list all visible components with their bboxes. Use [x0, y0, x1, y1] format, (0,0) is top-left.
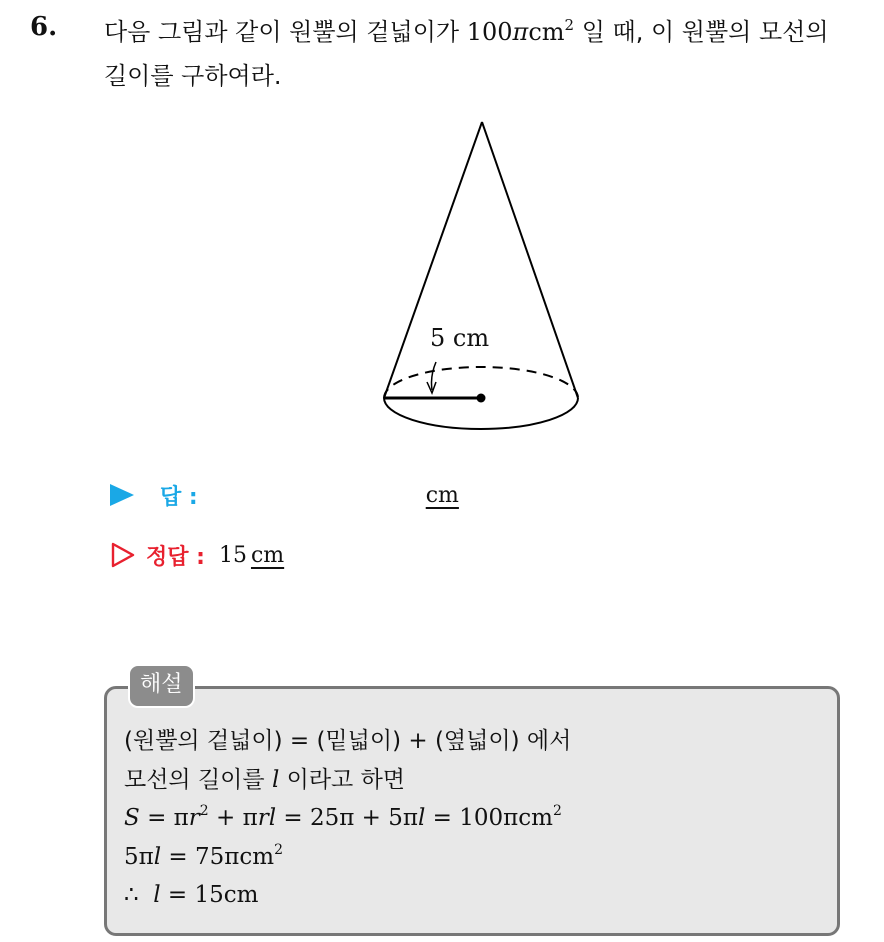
area-value: 100πcm$^2$	[466, 16, 575, 46]
center-dot	[477, 394, 486, 403]
cone-drawing	[370, 110, 600, 460]
answer-label: 답 :	[160, 484, 198, 510]
correct-answer-value: 15	[218, 542, 247, 568]
solution-line-3: $S = \pi r^2 + \pi rl = 25\pi + 5\pi l = 100\pi cm^2$	[124, 803, 562, 831]
cone-right-side	[482, 122, 578, 398]
outline-arrow-icon	[110, 542, 136, 568]
question-line-1-prefix: 다음 그림과 같이 원뿔의 겉넓이가	[104, 18, 467, 46]
solution-content	[124, 722, 571, 915]
question-line-2: 길이를 구하여라.	[104, 62, 282, 90]
cone-figure	[370, 110, 600, 460]
answer-row	[110, 478, 459, 512]
base-back-arc	[384, 367, 578, 398]
question-line-1	[104, 10, 874, 54]
solution-line-4: 5πl = 75πcm$^2$	[124, 841, 283, 870]
radius-label: 5 cm	[430, 324, 490, 352]
solution-line-5: ∴ l = 15cm	[124, 882, 259, 908]
answer-unit: cm	[425, 482, 459, 508]
solution-tag: 해설	[128, 664, 195, 708]
solution-line-1: (원뿔의 겉넓이) = (밑넓이) + (옆넓이) 에서	[124, 728, 572, 754]
base-front-arc	[384, 398, 578, 429]
cone-left-side	[384, 122, 482, 398]
correct-answer-row	[110, 538, 284, 572]
play-arrow-icon	[110, 484, 134, 506]
question-text	[104, 10, 874, 98]
question-number: 6.	[30, 12, 58, 42]
question-line-1-suffix: 일 때, 이 원뿔의 모선의	[574, 18, 829, 46]
solution-line-2: 모선의 길이를 l 이라고 하면	[124, 766, 406, 793]
correct-answer-label: 정답 :	[146, 544, 205, 570]
correct-answer-unit: cm	[250, 542, 285, 568]
